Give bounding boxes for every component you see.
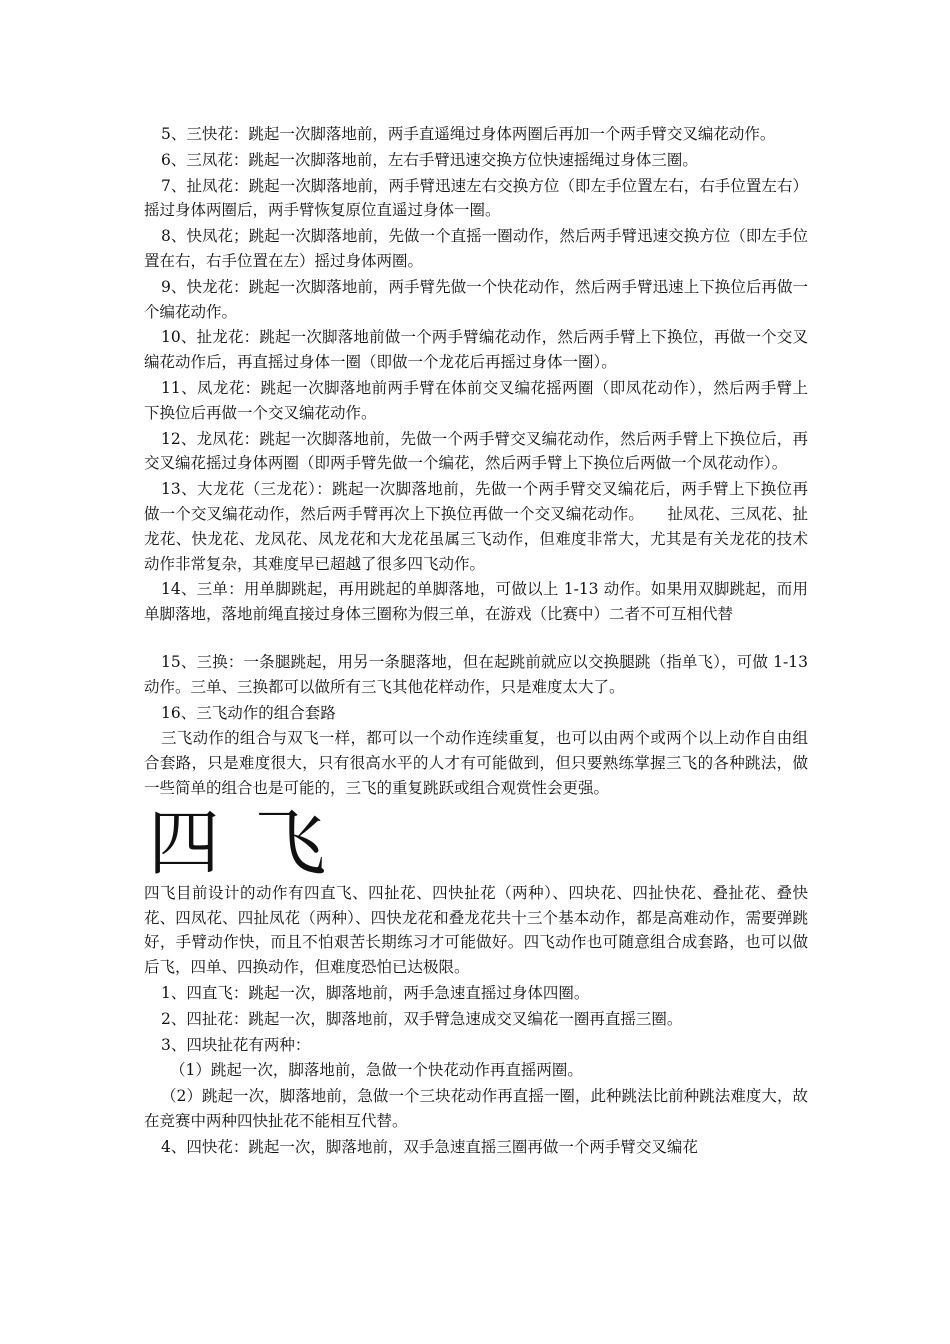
section-intro: 四飞目前设计的动作有四直飞、四扯花、四快扯花（两种）、四块花、四扯快花、叠扯花、叠快花、四凤花、四扯凤花（两种）、四快龙花和叠龙花共十三个基本动作，都是高难动作，需要弹跳好，手臂动作快，而且不怕艰苦长期练习才可能做好。四飞动作也可随意组合成套路，也可以做后飞，四单、四换动作，但难度恐怕已达极限。 [144,883,808,977]
four-fly-item-3: 3、四块扯花有两种： [161,1035,311,1054]
paragraph-item-5: 5、三快花：跳起一次脚落地前，两手直遥绳过身体两圈后再加一个两手臂交叉编花动作。 [161,125,776,143]
four-fly-item-3-sub-1: （1）跳起一次，脚落地前，急做一个快花动作再直摇两圈。 [170,1061,583,1080]
four-fly-item-2: 2、四扯花：跳起一次，脚落地前，双手臂急速成交叉编花一圈再直摇三圈。 [161,1009,683,1028]
paragraph-item-6: 6、三凤花：跳起一次脚落地前，左右手臂迅速交换方位快速摇绳过身体三圈。 [161,150,698,169]
four-fly-item-4: 4、四快花：跳起一次，脚落地前，双手急速直摇三圈再做一个两手臂交叉编花 [161,1137,698,1156]
paragraph-combination: 三飞动作的组合与双飞一样，都可以一个动作连续重复，也可以由两个或两个以上动作自由组合套路，只是难度很大，只有很高水平的人才有可能做到，但只要熟练掌握三飞的各种跳法，做一些简单的组合也是可能的，三飞的重复跳跃或组合观赏性会更强。 [144,729,808,797]
paragraph-item-16: 16、三飞动作的组合套路 [161,703,336,722]
section-heading: 四飞 [148,800,361,885]
paragraph-item-14: 14、三单：用单脚跳起，再用跳起的单脚落地，可做以上 1-13 动作。如果用双脚跳起，而用单脚落地，落地前绳直接过身体三圈称为假三单，在游戏（比赛中）二者不可互相代替 [144,580,808,624]
paragraph-item-10: 10、扯龙花：跳起一次脚落地前做一个两手臂编花动作，然后两手臂上下换位，再做一个交叉编花动作后，再直摇过身体一圈（即做一个龙花后再摇过身体一圈）。 [144,328,808,372]
paragraph-item-15: 15、三换：一条腿跳起，用另一条腿落地，但在起跳前就应以交换腿跳（指单飞），可做 1-13 动作。三单、三换都可以做所有三飞其他花样动作，只是难度太大了。 [144,652,808,696]
paragraph-item-11: 11、凤龙花：跳起一次脚落地前两手臂在体前交叉编花摇两圈（即凤花动作），然后两手臂上下换位后再做一个交叉编花动作。 [144,378,808,422]
paragraph-item-12: 12、龙凤花：跳起一次脚落地前，先做一个两手臂交叉编花动作，然后两手臂上下换位后，再交叉编花摇过身体两圈（即两手臂先做一个编花，然后两手臂上下换位后两做一个凤花动作）。 [144,429,808,473]
document-page [144,122,808,1160]
paragraph-item-13: 13、大龙花（三龙花）：跳起一次脚落地前，先做一个两手臂交叉编花后，两手臂上下换位再做一个交叉编花动作，然后两手臂再次上下换位再做一个交叉编花动作。 扯凤花、三凤花、扯龙花、快龙花、龙凤花、凤龙花和大龙花虽属三飞动作，但难度非常大，尤其是有关龙花的技术动作非常复杂，其难度早已超越了很多四飞动作。 [144,480,808,573]
four-fly-item-3-sub-2: （2）跳起一次，脚落地前，急做一个三块花动作再直摇一圈，此种跳法比前种跳法难度大，故在竞赛中两种四快扯花不能相互代替。 [144,1087,808,1130]
blank-line [144,628,808,650]
paragraph-item-9: 9、快龙花：跳起一次脚落地前，两手臂先做一个快花动作，然后两手臂迅速上下换位后再做一个编花动作。 [144,277,808,321]
four-fly-item-1: 1、四直飞：跳起一次，脚落地前，两手急速直摇过身体四圈。 [161,983,590,1002]
paragraph-item-8: 8、快凤花；跳起一次脚落地前，先做一个直摇一圈动作，然后两手臂迅速交换方位（即左手位置在右，右手位置在左）摇过身体两圈。 [144,227,808,270]
paragraph-item-7: 7、扯凤花：跳起一次脚落地前，两手臂迅速左右交换方位（即左手位置左右，右手位置左右）摇过身体两圈后，两手臂恢复原位直遥过身体一圈。 [144,176,808,220]
